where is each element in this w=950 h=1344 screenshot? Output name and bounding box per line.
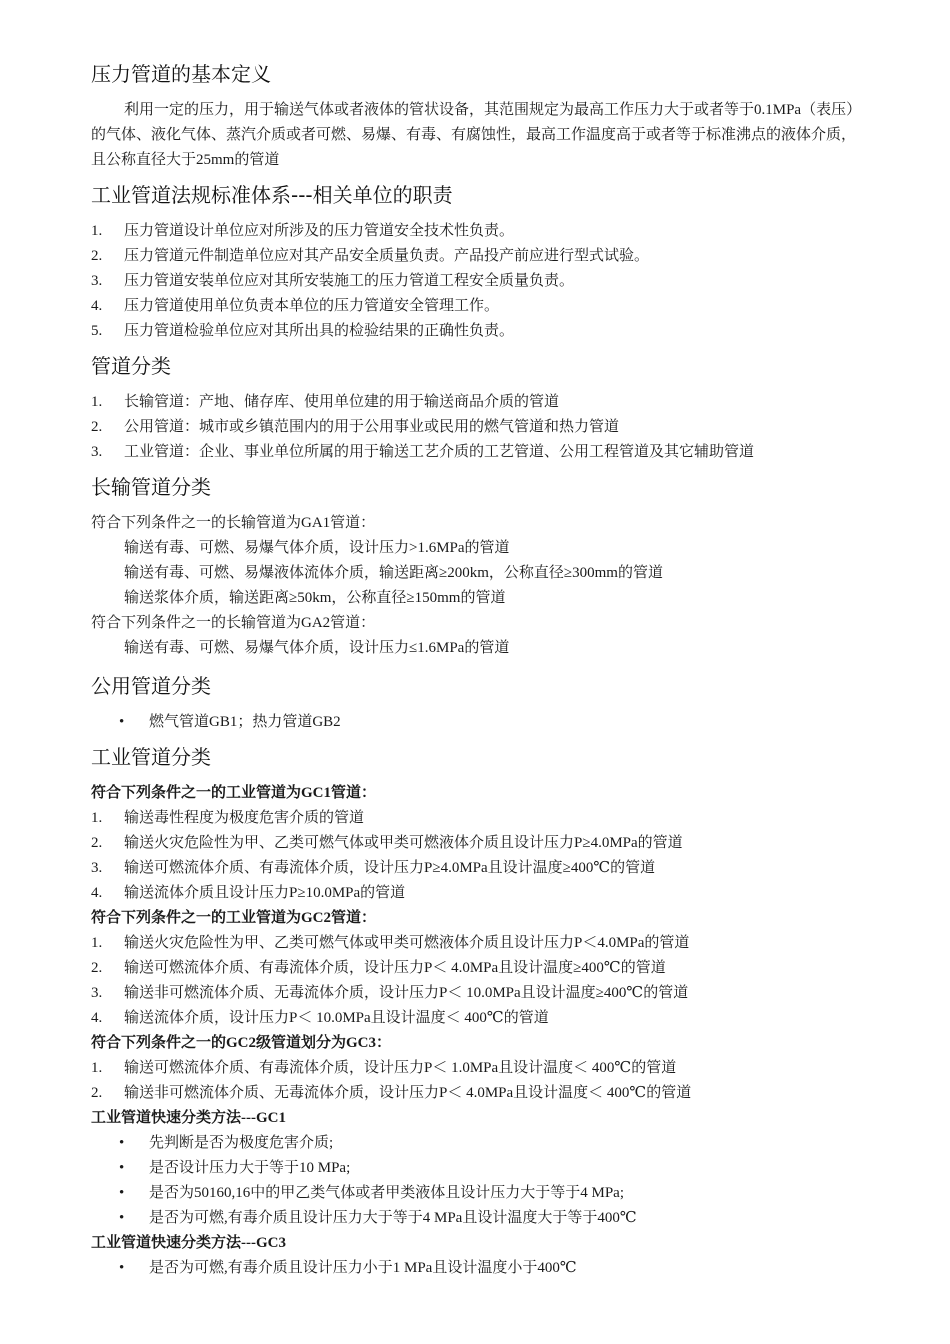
ga2-condition: 输送有毒、可燃、易爆气体介质，设计压力≤1.6MPa的管道 (124, 640, 510, 656)
item-number: 1. (91, 935, 103, 951)
gc1-list (91, 806, 861, 906)
bullet-icon: • (119, 1135, 125, 1151)
ga1-intro: 符合下列条件之一的长输管道为GA1管道： (91, 515, 376, 531)
bullet-icon: • (119, 1160, 125, 1176)
item-text: 输送可燃流体介质、有毒流体介质，设计压力P≥4.0MPa且设计温度≥400℃的管道 (124, 860, 656, 876)
gc2-intro: 符合下列条件之一的工业管道为GC2管道： (91, 910, 377, 926)
section-title: 公用管道分类 (91, 674, 211, 698)
list-item (91, 956, 861, 981)
section-pipe-classification (91, 352, 861, 465)
list-item (91, 931, 861, 956)
list-item (91, 831, 861, 856)
ga1-condition: 输送有毒、可燃、易爆液体流体介质，输送距离≥200km，公称直径≥300mm的管道 (124, 565, 663, 581)
section-definition (91, 60, 861, 173)
item-text: 是否为可燃,有毒介质且设计压力大于等于4 MPa且设计温度大于等于400℃ (149, 1210, 637, 1226)
item-number: 4. (91, 298, 103, 314)
bullet-icon: • (119, 714, 125, 730)
item-text: 压力管道使用单位负责本单位的压力管道安全管理工作。 (124, 298, 500, 314)
list-item (91, 1056, 861, 1081)
item-number: 2. (91, 1085, 103, 1101)
ga1-condition: 输送有毒、可燃、易爆气体介质，设计压力>1.6MPa的管道 (124, 540, 510, 556)
list-item (91, 244, 861, 269)
item-text: 压力管道设计单位应对所涉及的压力管道安全技术性负责。 (124, 223, 515, 239)
item-number: 1. (91, 810, 103, 826)
bullet-item (91, 1131, 861, 1156)
item-number: 2. (91, 248, 103, 264)
list-item (91, 269, 861, 294)
gc1-intro: 符合下列条件之一的工业管道为GC1管道： (91, 785, 377, 801)
item-text: 是否为可燃,有毒介质且设计压力小于1 MPa且设计温度小于400℃ (149, 1260, 577, 1276)
list-item (91, 806, 861, 831)
item-number: 4. (91, 885, 103, 901)
item-number: 4. (91, 1010, 103, 1026)
definition-paragraph: 利用一定的压力，用于输送气体或者液体的管状设备，其范围规定为最高工作压力大于或者等于0.1MPa（表压）的气体、液化气体、蒸汽介质或者可燃、易爆、有毒、有腐蚀性，最高工作温度高于或者等于标准沸点的液体介质，且公称直径大于25mm的管道 (91, 102, 857, 168)
item-number: 3. (91, 273, 103, 289)
item-text: 输送可燃流体介质、有毒流体介质，设计压力P＜ 4.0MPa且设计温度≥400℃的管道 (124, 960, 666, 976)
item-text: 长输管道：产地、储存库、使用单位建的用于输送商品介质的管道 (124, 394, 560, 410)
quick-gc1-list (91, 1131, 861, 1231)
item-text: 输送非可燃流体介质、无毒流体介质，设计压力P＜ 4.0MPa且设计温度＜ 400℃的管道 (124, 1085, 692, 1101)
bullet-item (91, 1156, 861, 1181)
item-number: 2. (91, 960, 103, 976)
public-pipe-list (91, 710, 861, 735)
gc3-list (91, 1056, 861, 1106)
item-text: 压力管道检验单位应对其所出具的检验结果的正确性负责。 (124, 323, 515, 339)
item-text: 工业管道：企业、事业单位所属的用于输送工艺介质的工艺管道、公用工程管道及其它辅助管道 (124, 444, 755, 460)
responsibility-list (91, 219, 861, 344)
item-text: 输送非可燃流体介质、无毒流体介质，设计压力P＜ 10.0MPa且设计温度≥400℃的管道 (124, 985, 689, 1001)
item-number: 5. (91, 323, 103, 339)
item-text: 输送火灾危险性为甲、乙类可燃气体或甲类可燃液体介质且设计压力P≥4.0MPa的管道 (124, 835, 683, 851)
bullet-item (91, 1181, 861, 1206)
list-item (91, 440, 861, 465)
item-number: 2. (91, 835, 103, 851)
item-number: 1. (91, 394, 103, 410)
item-text: 输送可燃流体介质、有毒流体介质，设计压力P＜ 1.0MPa且设计温度＜ 400℃的管道 (124, 1060, 677, 1076)
ga1-condition: 输送浆体介质，输送距离≥50km，公称直径≥150mm的管道 (124, 590, 506, 606)
item-number: 3. (91, 860, 103, 876)
list-item (91, 1006, 861, 1031)
gc3-intro: 符合下列条件之一的GC2级管道划分为GC3： (91, 1035, 392, 1051)
item-number: 3. (91, 985, 103, 1001)
classification-list (91, 390, 861, 465)
section-public-pipe (91, 672, 861, 735)
list-item (91, 294, 861, 319)
item-text: 输送流体介质，设计压力P＜ 10.0MPa且设计温度＜ 400℃的管道 (124, 1010, 549, 1026)
item-number: 3. (91, 444, 103, 460)
item-text: 燃气管道GB1；热力管道GB2 (149, 714, 341, 730)
bullet-item (91, 710, 861, 735)
item-text: 是否设计压力大于等于10 MPa; (149, 1160, 351, 1176)
bullet-icon: • (119, 1260, 125, 1276)
list-item (91, 319, 861, 344)
list-item (91, 219, 861, 244)
section-long-distance (91, 473, 861, 661)
item-number: 2. (91, 419, 103, 435)
bullet-icon: • (119, 1185, 125, 1201)
document-page (91, 60, 861, 1281)
section-title: 长输管道分类 (91, 475, 211, 499)
ga2-intro: 符合下列条件之一的长输管道为GA2管道： (91, 615, 376, 631)
quick-gc3-title: 工业管道快速分类方法---GC3 (91, 1235, 286, 1251)
quick-gc1-title: 工业管道快速分类方法---GC1 (91, 1110, 286, 1126)
gc2-list (91, 931, 861, 1031)
bullet-item (91, 1206, 861, 1231)
section-title: 压力管道的基本定义 (91, 62, 271, 86)
item-text: 输送火灾危险性为甲、乙类可燃气体或甲类可燃液体介质且设计压力P＜4.0MPa的管道 (124, 935, 690, 951)
list-item (91, 856, 861, 881)
bullet-icon: • (119, 1210, 125, 1226)
bullet-item (91, 1256, 861, 1281)
item-text: 输送毒性程度为极度危害介质的管道 (124, 810, 365, 826)
item-number: 1. (91, 223, 103, 239)
section-title: 工业管道法规标准体系---相关单位的职责 (91, 183, 453, 207)
section-title: 工业管道分类 (91, 745, 211, 769)
quick-gc3-list (91, 1256, 861, 1281)
item-text: 是否为50160,16中的甲乙类气体或者甲类液体且设计压力大于等于4 MPa; (149, 1185, 625, 1201)
item-text: 先判断是否为极度危害介质; (149, 1135, 334, 1151)
list-item (91, 415, 861, 440)
list-item (91, 390, 861, 415)
item-text: 输送流体介质且设计压力P≥10.0MPa的管道 (124, 885, 406, 901)
section-responsibilities (91, 181, 861, 344)
item-text: 压力管道安装单位应对其所安装施工的压力管道工程安全质量负责。 (124, 273, 575, 289)
list-item (91, 1081, 861, 1106)
item-text: 压力管道元件制造单位应对其产品安全质量负责。产品投产前应进行型式试验。 (124, 248, 650, 264)
list-item (91, 881, 861, 906)
item-number: 1. (91, 1060, 103, 1076)
section-industrial (91, 743, 861, 1281)
section-title: 管道分类 (91, 354, 171, 378)
list-item (91, 981, 861, 1006)
item-text: 公用管道：城市或乡镇范围内的用于公用事业或民用的燃气管道和热力管道 (124, 419, 620, 435)
